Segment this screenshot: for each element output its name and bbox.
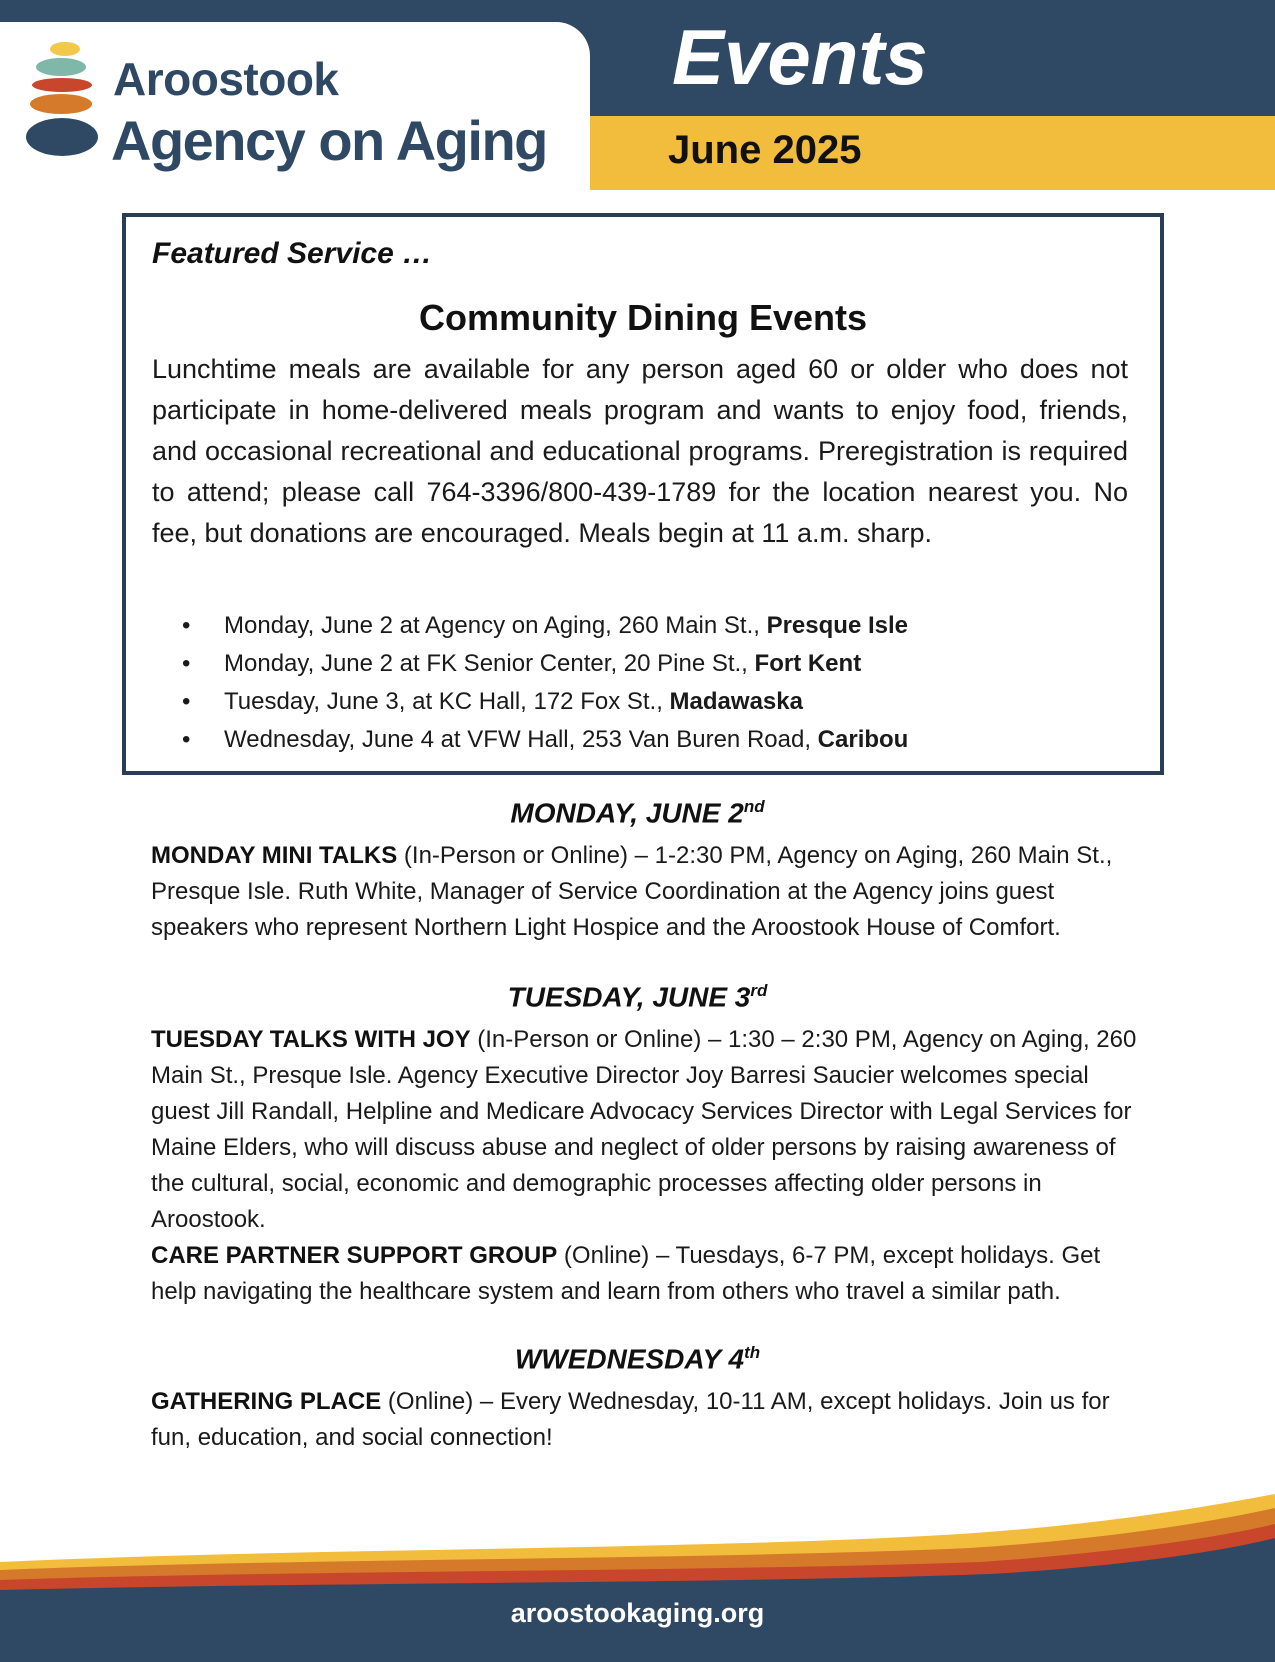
location-text: Monday, June 2 at FK Senior Center, 20 Pine St., bbox=[224, 650, 755, 677]
event-gathering-place bbox=[151, 1384, 1141, 1456]
featured-title: Community Dining Events bbox=[418, 297, 868, 338]
event-name: TUESDAY TALKS WITH JOY bbox=[151, 1026, 471, 1053]
day-heading-text: MONDAY, JUNE 2 bbox=[510, 797, 744, 829]
day-heading-tuesday bbox=[0, 981, 1275, 1013]
day-heading-suffix: rd bbox=[750, 981, 768, 1000]
list-item bbox=[152, 645, 908, 683]
day-heading-monday bbox=[0, 797, 1275, 829]
location-text: Tuesday, June 3, at KC Hall, 172 Fox St., bbox=[224, 688, 670, 715]
day-heading-suffix: th bbox=[744, 1343, 761, 1362]
month-label: June 2025 bbox=[668, 128, 862, 172]
location-text: Monday, June 2 at Agency on Aging, 260 Main St., bbox=[224, 612, 767, 639]
event-details: (In-Person or Online) – 1:30 – 2:30 PM, Agency on Aging, 260 Main St., Presque Isle. Agency Executive Director Joy Barresi Saucier welcomes special guest Jill Randall, Helpline and Medicare Advocacy Services Director with Legal Services for Maine Elders, who will discuss abuse and neglect of older persons by raising awareness of the cultural, social, economic and demographic processes affecting older persons in Aroostook. bbox=[151, 1026, 1137, 1233]
footer-wave bbox=[0, 1490, 1275, 1662]
event-details: (In-Person or Online) – 1-2:30 PM, Agency on Aging, 260 Main St., Presque Isle. Ruth White, Manager of Service Coordination at the Agency joins guest speakers who represent Northern Light Hospice and the Aroostook House of Comfort. bbox=[151, 842, 1113, 941]
list-item bbox=[152, 607, 908, 645]
location-text: Wednesday, June 4 at VFW Hall, 253 Van Buren Road, bbox=[224, 726, 818, 753]
event-monday-mini-talks bbox=[151, 838, 1141, 946]
event-name: GATHERING PLACE bbox=[151, 1388, 382, 1415]
event-details: (Online) – Every Wednesday, 10-11 AM, except holidays. Join us for fun, education, and social connection! bbox=[151, 1388, 1110, 1451]
location-town: Presque Isle bbox=[766, 612, 908, 639]
list-item bbox=[152, 683, 908, 721]
featured-service-box bbox=[122, 213, 1164, 775]
featured-label: Featured Service … bbox=[152, 237, 433, 270]
header bbox=[0, 0, 1275, 190]
event-care-partner-support-group bbox=[151, 1238, 1141, 1310]
page-title: Events bbox=[672, 13, 928, 101]
day-heading-suffix: nd bbox=[743, 797, 765, 816]
logo-wordmark-line2: Agency on Aging bbox=[111, 109, 547, 172]
featured-body: Lunchtime meals are available for any person aged 60 or older who does not participate in home-delivered meals program and wants to enjoy food, friends, and occasional recreational and educational programs. Preregistration is required to attend; please call 764-3396/800-439-1789 for the location nearest you. No fee, but donations are encouraged. Meals begin at 11 a.m. sharp. bbox=[152, 354, 1128, 548]
day-heading-text: TUESDAY, JUNE 3 bbox=[507, 981, 751, 1013]
dining-locations-list bbox=[152, 607, 908, 759]
event-tuesday-talks-with-joy bbox=[151, 1022, 1141, 1238]
location-town: Fort Kent bbox=[754, 650, 862, 677]
location-town: Madawaska bbox=[669, 688, 803, 715]
footer-website-link[interactable]: aroostookaging.org bbox=[510, 1598, 765, 1628]
day-heading-text: WWEDNESDAY 4 bbox=[514, 1343, 745, 1375]
location-town: Caribou bbox=[817, 726, 909, 753]
event-details: (Online) – Tuesdays, 6-7 PM, except holidays. Get help navigating the healthcare system and learn from others who travel a similar path. bbox=[151, 1242, 1101, 1305]
list-item bbox=[152, 721, 908, 759]
event-name: CARE PARTNER SUPPORT GROUP bbox=[151, 1242, 558, 1269]
logo-wordmark-line1: Aroostook bbox=[113, 53, 339, 105]
event-name: MONDAY MINI TALKS bbox=[151, 842, 398, 869]
day-heading-wednesday bbox=[0, 1343, 1275, 1375]
